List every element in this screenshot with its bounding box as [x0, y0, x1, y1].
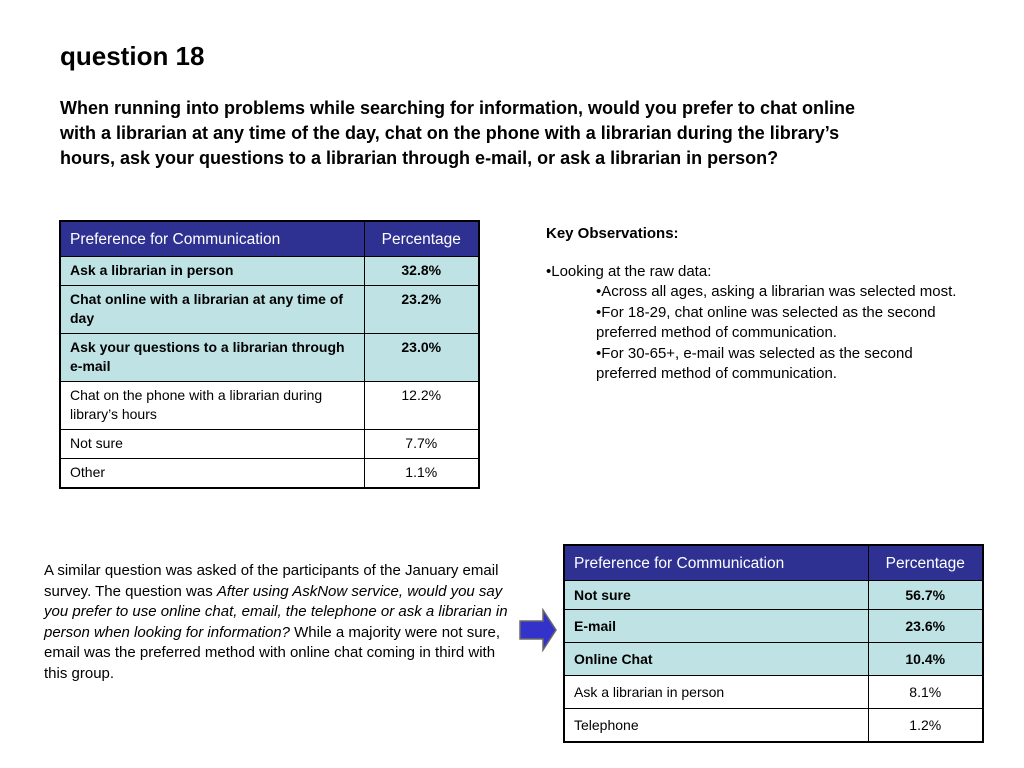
- column-header-percentage: Percentage: [364, 221, 479, 257]
- preference-cell: Ask a librarian in person: [60, 257, 364, 286]
- column-header-percentage: Percentage: [868, 545, 983, 581]
- table-row: [564, 610, 983, 643]
- percentage-cell: 10.4%: [868, 643, 983, 676]
- preference-cell: Chat online with a librarian at any time of day: [60, 286, 364, 334]
- preference-cell: Online Chat: [564, 643, 868, 676]
- survey-question: When running into problems while searching for information, would you prefer to chat online with a librarian at any time of the day, chat on the phone with a librarian during the library’s hours, ask your questions to a librarian through e-mail, or ask a librarian in person?: [60, 98, 856, 168]
- key-observations: [546, 224, 966, 385]
- preference-cell: Chat on the phone with a librarian during library’s hours: [60, 382, 364, 430]
- preference-table-main: [59, 220, 480, 489]
- similar-conclusion: While a majority were not sure, email was the preferred method with online chat coming in third with this group.: [44, 623, 501, 682]
- percentage-cell: 23.2%: [364, 286, 479, 334]
- percentage-cell: 1.2%: [868, 709, 983, 743]
- preference-cell: Other: [60, 459, 364, 489]
- percentage-cell: 7.7%: [364, 430, 479, 459]
- table-row: [564, 709, 983, 743]
- table-row: [60, 382, 479, 430]
- percentage-cell: 1.1%: [364, 459, 479, 489]
- slide-title: question 18: [60, 41, 205, 71]
- preference-table-email-survey: [563, 544, 984, 743]
- observations-lead: •Looking at the raw data:: [546, 262, 712, 280]
- table-row: [60, 257, 479, 286]
- table-row: [564, 581, 983, 610]
- percentage-cell: 32.8%: [364, 257, 479, 286]
- preference-cell: Ask your questions to a librarian through e-mail: [60, 334, 364, 382]
- percentage-cell: 56.7%: [868, 581, 983, 610]
- preference-cell: Not sure: [564, 581, 868, 610]
- observation-item: •For 30-65+, e-mail was selected as the second preferred method of communication.: [596, 344, 913, 382]
- similar-question-note: [44, 561, 510, 684]
- preference-cell: Ask a librarian in person: [564, 676, 868, 709]
- percentage-cell: 12.2%: [364, 382, 479, 430]
- column-header-preference: Preference for Communication: [60, 221, 364, 257]
- table-row: [60, 334, 479, 382]
- percentage-cell: 23.0%: [364, 334, 479, 382]
- percentage-cell: 23.6%: [868, 610, 983, 643]
- column-header-preference: Preference for Communication: [564, 545, 868, 581]
- table-row: [564, 676, 983, 709]
- table-row: [60, 286, 479, 334]
- asknow-question: After using AskNow service, would you say you prefer to use online chat, email, the telephone or ask a librarian in person when looking for information?: [44, 582, 508, 641]
- table-row: [60, 430, 479, 459]
- table-header-row: [564, 545, 983, 581]
- observation-item: •Across all ages, asking a librarian was selected most.: [596, 283, 957, 300]
- table-row: [564, 643, 983, 676]
- observations-title: Key Observations:: [546, 225, 679, 242]
- observation-item: •For 18-29, chat online was selected as the second preferred method of communication.: [596, 303, 936, 341]
- preference-cell: Not sure: [60, 430, 364, 459]
- right-arrow-icon: [519, 608, 557, 652]
- table-header-row: [60, 221, 479, 257]
- preference-cell: Telephone: [564, 709, 868, 743]
- table-row: [60, 459, 479, 489]
- percentage-cell: 8.1%: [868, 676, 983, 709]
- similar-intro: A similar question was asked of the participants of the January email survey. The question was: [44, 562, 499, 600]
- preference-cell: E-mail: [564, 610, 868, 643]
